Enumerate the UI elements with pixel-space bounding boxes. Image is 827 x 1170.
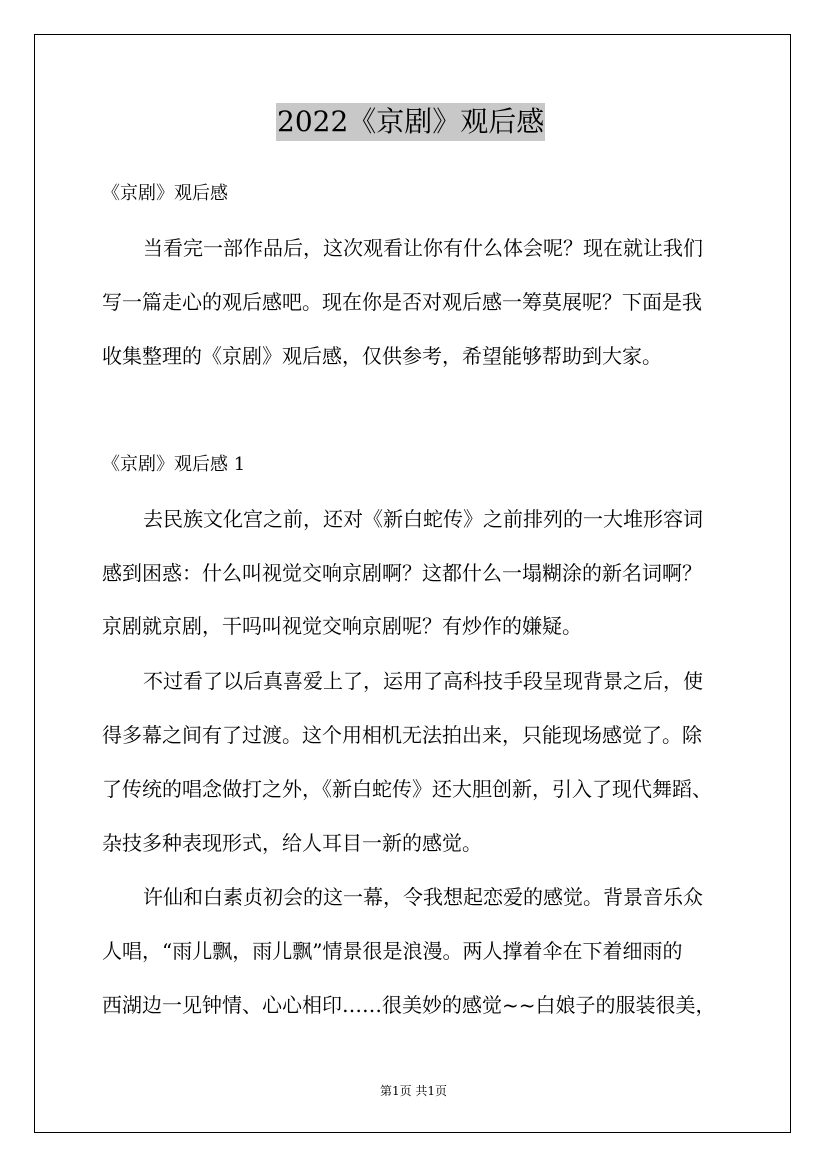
paragraph-line: 许仙和白素贞初会的这一幕，令我想起恋爱的感觉。背景音乐众 (143, 885, 703, 909)
paragraph-line: 得多幕之间有了过渡。这个用相机无法拍出来，只能现场感觉了。除 (102, 723, 702, 747)
document-title: 2022《京剧》观后感 (276, 103, 545, 141)
paragraph-line: 西湖边一见钟情、心心相印……很美妙的感觉~~白娘子的服装很美， (102, 993, 716, 1017)
paragraph-line: 人唱，“雨儿飘，雨儿飘”情景很是浪漫。两人撑着伞在下着细雨的 (102, 939, 683, 963)
page-footer: 第1页 共1页 (379, 1084, 448, 1098)
paragraph-line: 了传统的唱念做打之外，《新白蛇传》还大胆创新，引入了现代舞蹈、 (102, 777, 712, 801)
paragraph-line: 不过看了以后真喜爱上了，运用了高科技手段呈现背景之后，使 (143, 669, 703, 693)
paragraph-line: 杂技多种表现形式，给人耳目一新的感觉。 (102, 831, 482, 855)
document-subtitle: 《京剧》观后感 (102, 183, 228, 204)
paragraph-line: 去民族文化宫之前，还对《新白蛇传》之前排列的一大堆形容词 (143, 507, 703, 531)
paragraph-line: 京剧就京剧，干吗叫视觉交响京剧呢？有炒作的嫌疑。 (102, 614, 582, 638)
intro-line: 当看完一部作品后，这次观看让你有什么体会呢？现在就让我们 (143, 236, 703, 260)
section-heading: 《京剧》观后感 1 (102, 454, 246, 475)
intro-line: 写一篇走心的观后感吧。现在你是否对观后感一筹莫展呢？下面是我 (102, 290, 702, 314)
paragraph-line: 感到困惑：什么叫视觉交响京剧啊？这都什么一塌糊涂的新名词啊？ (102, 561, 702, 585)
intro-line: 收集整理的《京剧》观后感，仅供参考，希望能够帮助到大家。 (102, 344, 662, 368)
